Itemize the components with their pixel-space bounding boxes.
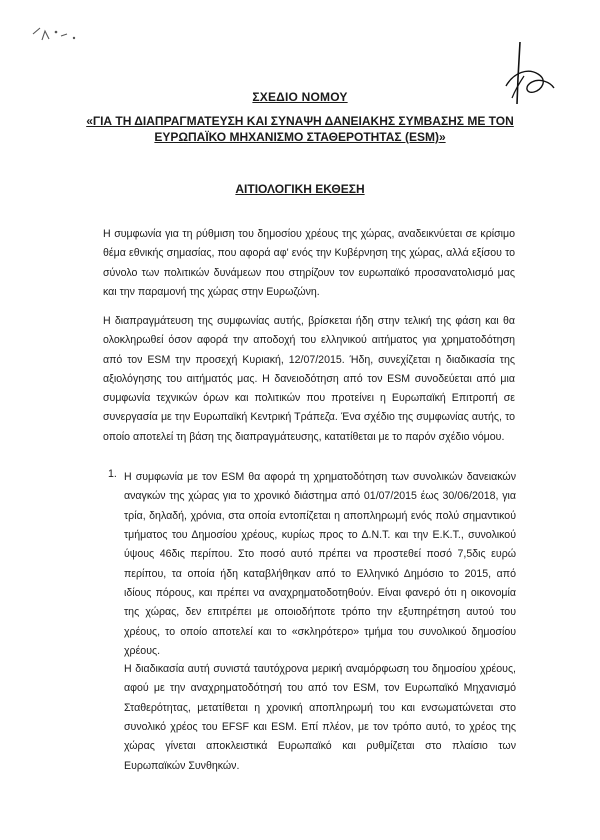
paragraph-2: Η διαπραγμάτευση της συμφωνίας αυτής, βρίσκεται ήδη στην τελική της φάση και θα ολοκληρωθεί όσον αφορά την αποδοχή του ελληνικού αιτήματος για χρηματοδότηση από τον ESM την προσεχή Κυριακή, 12/07/2015. Ήδη, συνεχίζεται η διαδικασία της αξιολόγησης του αιτήματός μας. Η δανειοδότηση από τον ESM συνοδεύεται από μια συμφωνία τεχνικών όρων και πολιτικών που προτείνει η Ευρωπαϊκή Επιτροπή σε συνεργασία με την Ευρωπαϊκή Κεντρική Τράπεζα. Ένα σχέδιο της συμφωνίας αυτής, το οποίο αποτελεί τη βάση της διαπραγμάτευσης, κατατίθεται με το παρόν σχέδιο νόμου. — [103, 315, 515, 443]
list-item-number: 1. — [108, 468, 117, 480]
bill-title-line-1: «ΓΙΑ ΤΗ ΔΙΑΠΡΑΓΜΑΤΕΥΣΗ ΚΑΙ ΣΥΝΑΨΗ ΔΑΝΕΙΑΚΗΣ ΣΥΜΒΑΣΗΣ ΜΕ ΤΟΝ — [86, 114, 514, 128]
bill-title-line-2: ΕΥΡΩΠΑΪΚΟ ΜΗΧΑΝΙΣΜΟ ΣΤΑΘΕΡΟΤΗΤΑΣ (ESM)» — [154, 130, 446, 144]
list-item-paragraph-2: Η διαδικασία αυτή συνιστά ταυτόχρονα μερική αναμόρφωση του δημοσίου χρέους, αφού με την αναχρηματοδότησή του από τον ESM, τον Ευρωπαϊκό Μηχανισμό Σταθερότητας, μετατίθεται η χρονική αποπληρωμή του και ενσωματώνεται στο συνολικό χρέος του EFSF και ESM. Επί πλέον, με τον τρόπο αυτό, το χρέος της χώρας γίνεται αποκλειστικά Ευρωπαϊκό και ρυθμίζεται στο πλαίσιο των Ευρωπαϊκών Συνθηκών. — [124, 663, 516, 772]
bill-title — [0, 113, 600, 145]
paragraph-1: Η συμφωνία για τη ρύθμιση του δημοσίου χρέους της χώρας, αναδεικνύεται σε κρίσιμο θέμα εθνικής σημασίας, που αφορά αφ' ενός την Κυβέρνηση της χώρας, αλλά εξίσου το σύνολο των πολιτικών δυνάμεων που στηρίζουν τον ευρωπαϊκό προσανατολισμό μας και την παραμονή της χώρας στην Ευρωζώνη. — [103, 228, 515, 298]
document-heading: ΣΧΕΔΙΟ ΝΟΜΟΥ — [252, 90, 348, 104]
section-title: ΑΙΤΙΟΛΟΓΙΚΗ ΕΚΘΕΣΗ — [235, 182, 365, 196]
scanner-marks — [30, 22, 80, 52]
list-item-paragraph-1: Η συμφωνία με τον ESM θα αφορά τη χρηματοδότηση των συνολικών δανειακών αναγκών της χώρας για το χρονικό διάστημα από 01/07/2015 έως 30/06/2018, για τρία, δηλαδή, χρόνια, στα οποία εντοπίζεται η αποπληρωμή ενός πολύ σημαντικού τμήματος του Δημοσίου χρέους, κυρίως προς το Δ.Ν.Τ. και την Ε.Κ.Τ., συνολικού ύψους 46δις περίπου. Στο ποσό αυτό πρέπει να προστεθεί ποσό 7,5δις ευρώ περίπου, τα οποία ήδη καταβλήθηκαν από το Ελληνικό Δημόσιο το 2015, από ιδίους πόρους, και πρέπει να αναχρηματοδοτηθούν. Είναι φανερό ότι η οικονομία της χώρας, δεν επιτρέπει με οποιοδήποτε τρόπο την εξυπηρέτηση αυτού του χρέους, το οποίο αποτελεί και το «σκληρότερο» τμήμα του συνολικού δημοσίου χρέους. — [124, 471, 516, 658]
